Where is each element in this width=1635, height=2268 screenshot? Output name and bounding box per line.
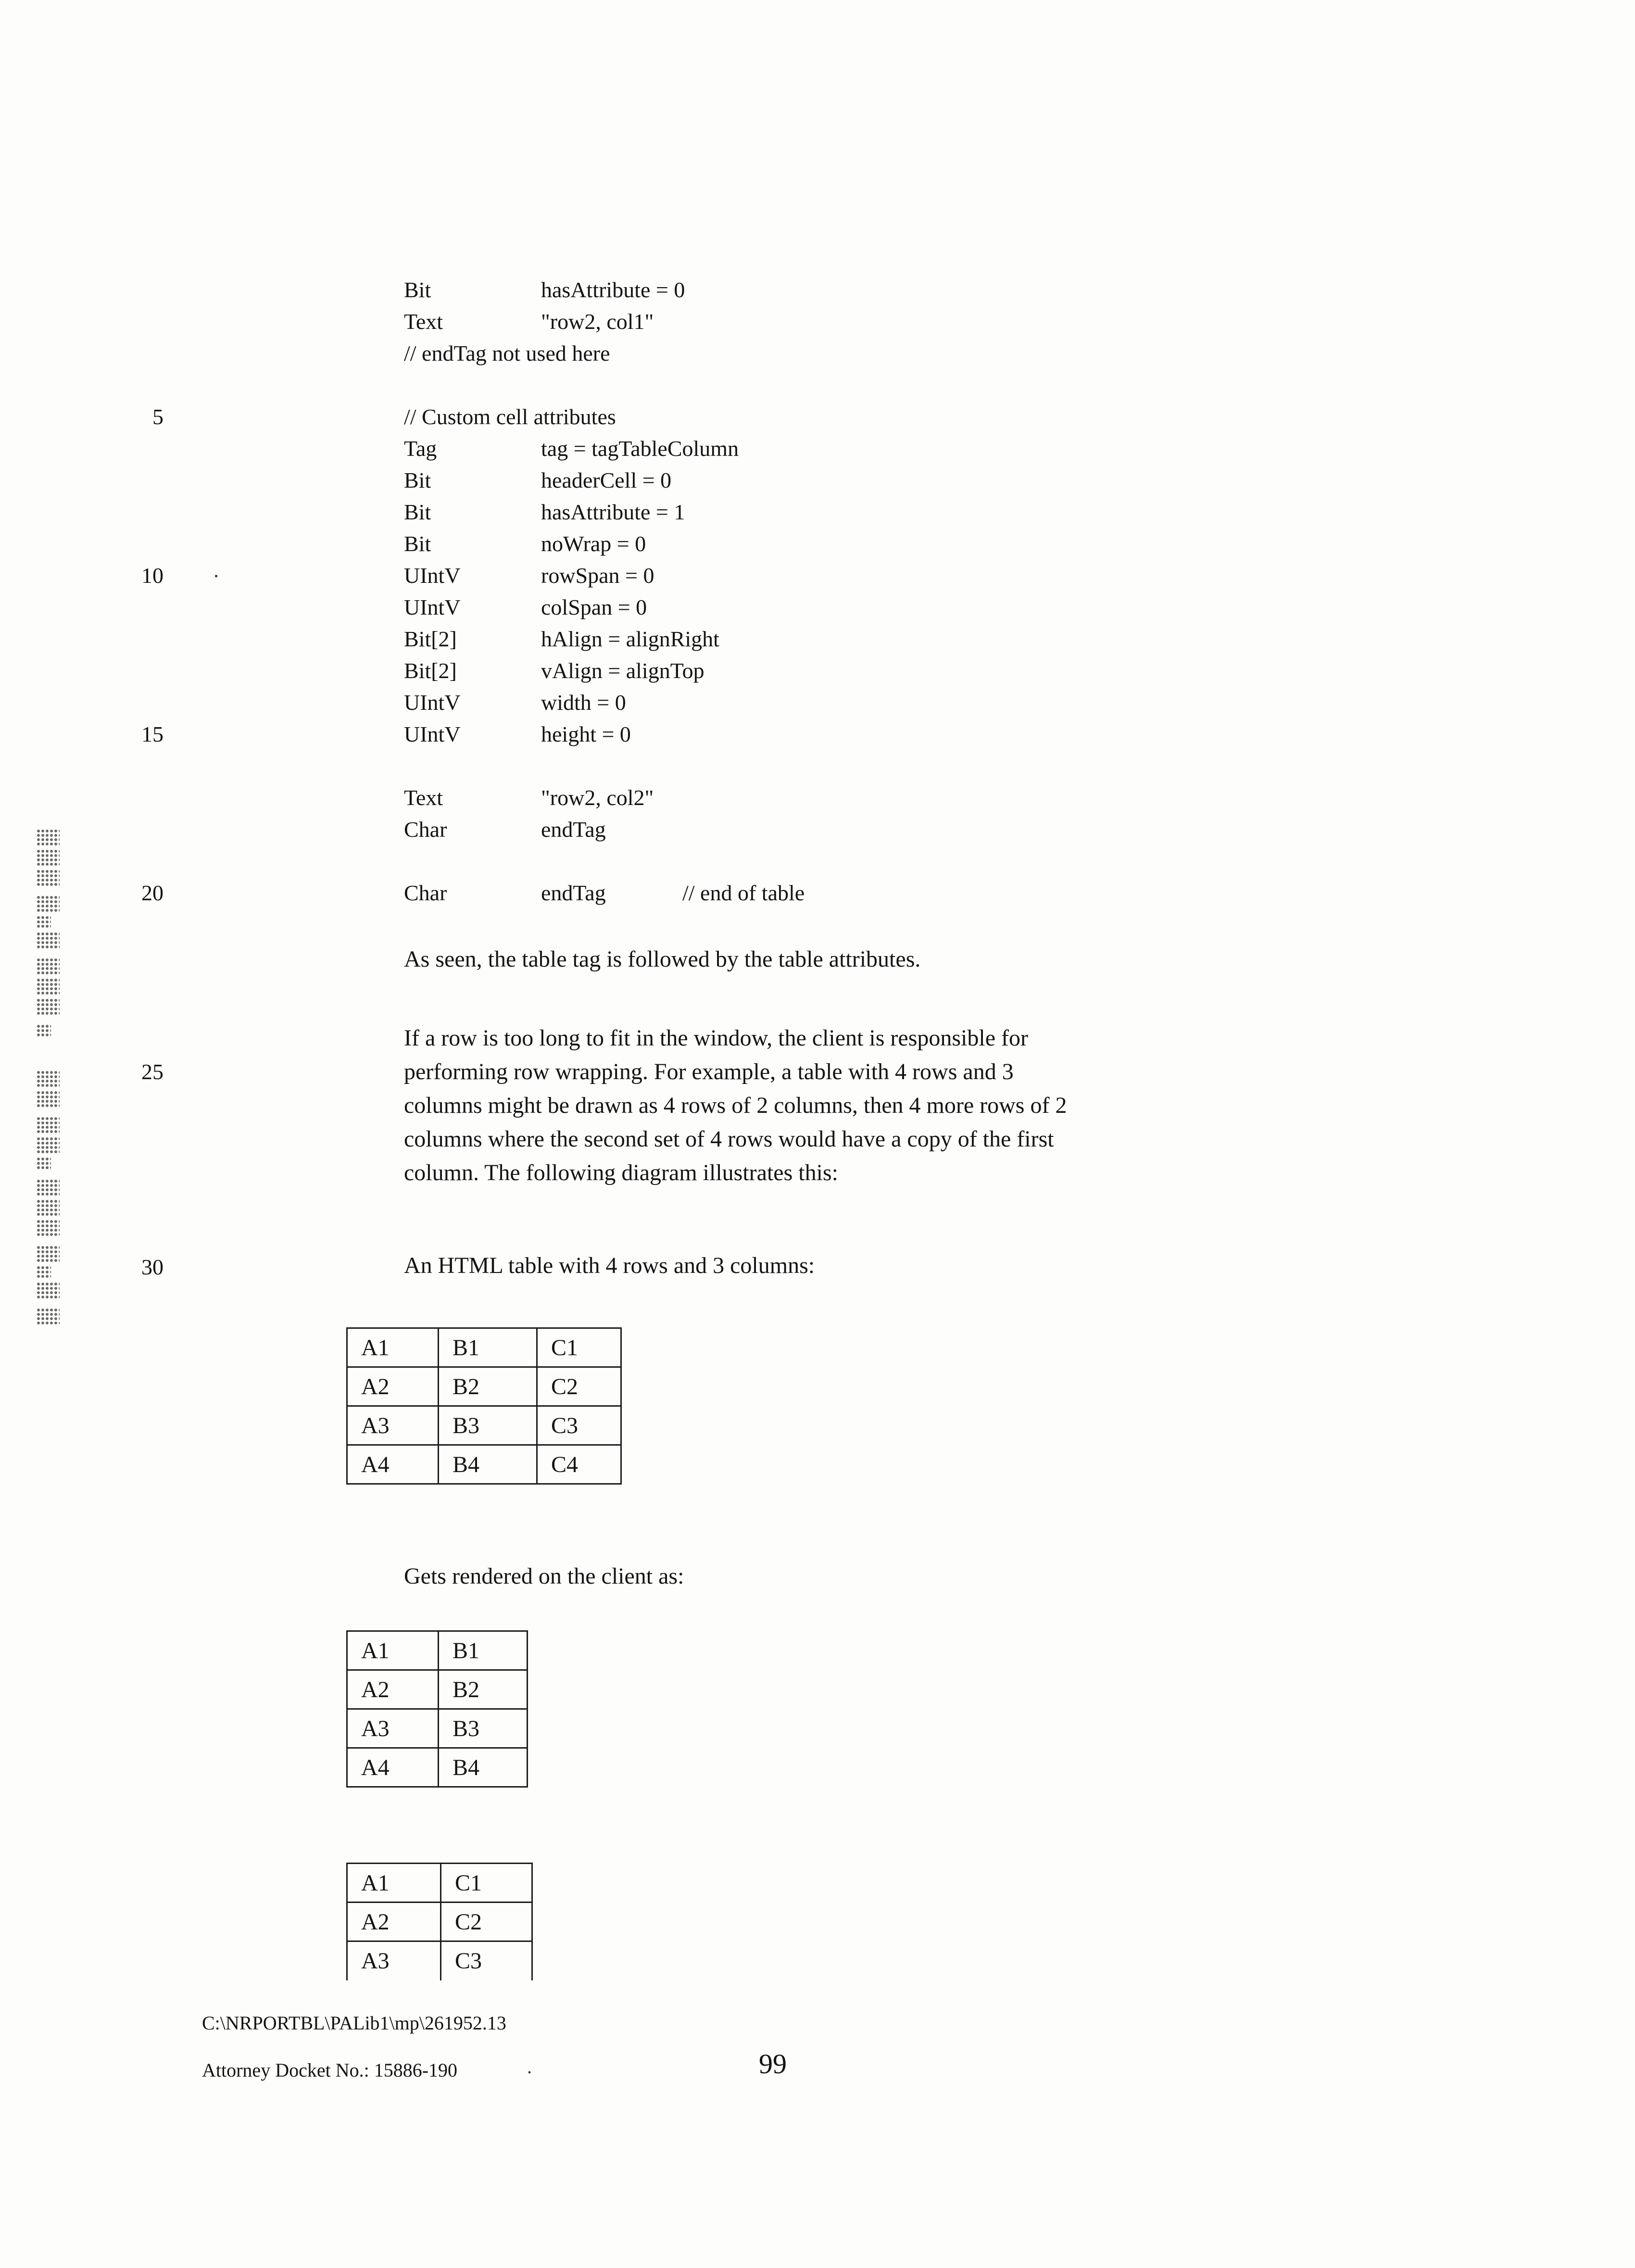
code-value: endTag bbox=[541, 881, 606, 905]
table-row bbox=[347, 1748, 528, 1787]
code-keyword: Bit bbox=[404, 468, 431, 492]
stamp-glyph bbox=[37, 869, 60, 886]
stamp-glyph bbox=[37, 1117, 60, 1133]
margin-line-number: 25 bbox=[141, 1059, 164, 1084]
table-cell: A3 bbox=[347, 1941, 441, 1980]
table-cell: B4 bbox=[439, 1445, 537, 1484]
table-cell: C3 bbox=[537, 1406, 621, 1445]
table-cell: A3 bbox=[347, 1709, 439, 1748]
stamp-glyph bbox=[37, 1137, 60, 1153]
stamp-glyph bbox=[37, 1091, 60, 1107]
table-row bbox=[347, 1367, 621, 1406]
table-cell: C2 bbox=[441, 1903, 532, 1941]
code-value: tag = tagTableColumn bbox=[541, 436, 739, 461]
rendered-table-second-split bbox=[346, 1863, 533, 1980]
code-keyword: Char bbox=[404, 817, 447, 842]
code-value: colSpan = 0 bbox=[541, 595, 647, 619]
code-line bbox=[404, 782, 805, 814]
code-blank-line bbox=[404, 750, 805, 782]
table-row bbox=[347, 1864, 532, 1903]
stamp-glyph bbox=[37, 895, 60, 912]
table-cell: A2 bbox=[347, 1903, 441, 1941]
table-row bbox=[347, 1903, 532, 1941]
stamp-glyph bbox=[37, 1157, 51, 1170]
code-value: height = 0 bbox=[541, 722, 631, 746]
code-line bbox=[404, 718, 805, 750]
margin-line-number: 20 bbox=[141, 881, 164, 905]
table-row bbox=[347, 1631, 528, 1670]
stamp-glyph bbox=[37, 978, 60, 995]
table1-caption: An HTML table with 4 rows and 3 columns: bbox=[404, 1253, 815, 1278]
paragraph-row-wrapping bbox=[404, 1021, 1067, 1190]
code-keyword: Bit[2] bbox=[404, 658, 457, 683]
code-keyword: UIntV bbox=[404, 595, 461, 619]
code-keyword: Bit bbox=[404, 531, 431, 556]
table-cell: C4 bbox=[537, 1445, 621, 1484]
table2-caption: Gets rendered on the client as: bbox=[404, 1563, 684, 1589]
stamp-glyph bbox=[37, 958, 60, 974]
code-keyword: Tag bbox=[404, 436, 437, 461]
code-keyword: Bit bbox=[404, 277, 431, 302]
code-line bbox=[404, 465, 805, 496]
paragraph-line: performing row wrapping. For example, a table with 4 rows and 3 bbox=[404, 1059, 1014, 1084]
code-value: "row2, col1" bbox=[541, 309, 654, 334]
code-line bbox=[404, 433, 805, 465]
code-keyword: UIntV bbox=[404, 722, 461, 746]
stamp-glyph bbox=[37, 1071, 60, 1087]
code-line bbox=[404, 655, 805, 687]
paragraph-line: column. The following diagram illustrates this: bbox=[404, 1160, 838, 1185]
code-line bbox=[404, 401, 805, 433]
table3-body bbox=[347, 1864, 532, 1980]
stamp-glyph bbox=[37, 998, 60, 1015]
code-keyword: UIntV bbox=[404, 690, 461, 715]
table-cell: C1 bbox=[441, 1864, 532, 1903]
paragraph-line: columns might be drawn as 4 rows of 2 columns, then 4 more rows of 2 bbox=[404, 1093, 1067, 1118]
paragraph-line: If a row is too long to fit in the window, the client is responsible for bbox=[404, 1025, 1028, 1051]
code-value: headerCell = 0 bbox=[541, 468, 672, 492]
table-row bbox=[347, 1445, 621, 1484]
table-cell: A1 bbox=[347, 1864, 441, 1903]
table2-body bbox=[347, 1631, 528, 1787]
code-value: rowSpan = 0 bbox=[541, 563, 654, 588]
page-number: 99 bbox=[759, 2048, 787, 2079]
code-line bbox=[404, 687, 805, 718]
code-value: vAlign = alignTop bbox=[541, 658, 704, 683]
table-row bbox=[347, 1709, 528, 1748]
code-listing bbox=[404, 274, 805, 909]
footer-file-path: C:\NRPORTBL\PALib1\mp\261952.13 bbox=[202, 2012, 506, 2034]
table-cell: B3 bbox=[439, 1406, 537, 1445]
code-comment: // end of table bbox=[682, 881, 805, 905]
code-keyword: Bit bbox=[404, 500, 431, 524]
stamp-glyph bbox=[37, 829, 60, 845]
table-cell: B4 bbox=[439, 1748, 528, 1787]
table-cell: A2 bbox=[347, 1367, 439, 1406]
stamp-glyph bbox=[37, 849, 60, 866]
code-line bbox=[404, 560, 805, 592]
stamp-glyph bbox=[37, 1282, 60, 1298]
dot-matrix-stamp bbox=[37, 829, 75, 1328]
code-blank-line bbox=[404, 369, 805, 401]
paragraph-line: columns where the second set of 4 rows would have a copy of the first bbox=[404, 1126, 1054, 1152]
stamp-glyph bbox=[37, 916, 51, 928]
rendered-table-first-split bbox=[346, 1630, 528, 1788]
stamp-glyph bbox=[37, 1246, 60, 1262]
table-cell: B2 bbox=[439, 1670, 528, 1709]
code-value: width = 0 bbox=[541, 690, 626, 715]
table1-body bbox=[347, 1328, 621, 1484]
code-keyword: UIntV bbox=[404, 563, 461, 588]
stamp-glyph bbox=[37, 932, 60, 948]
code-value: noWrap = 0 bbox=[541, 531, 646, 556]
code-line bbox=[404, 496, 805, 528]
table-cell: B1 bbox=[439, 1328, 537, 1367]
code-comment: // Custom cell attributes bbox=[404, 404, 616, 429]
margin-line-number: 10 bbox=[141, 563, 164, 588]
margin-line-number: 30 bbox=[141, 1255, 164, 1279]
code-line bbox=[404, 274, 805, 306]
code-line bbox=[404, 306, 805, 338]
table-cell: B3 bbox=[439, 1709, 528, 1748]
table-cell: A1 bbox=[347, 1328, 439, 1367]
code-value: endTag bbox=[541, 817, 606, 842]
code-comment: // endTag not used here bbox=[404, 341, 610, 365]
code-keyword: Text bbox=[404, 785, 443, 810]
code-line bbox=[404, 623, 805, 655]
stray-mark: . bbox=[214, 558, 219, 582]
table-row bbox=[347, 1670, 528, 1709]
code-keyword: Bit[2] bbox=[404, 627, 457, 651]
margin-line-number: 15 bbox=[141, 722, 164, 746]
table-row bbox=[347, 1406, 621, 1445]
stamp-glyph bbox=[37, 1220, 60, 1236]
table-cell: A1 bbox=[347, 1631, 439, 1670]
html-table-4rows-3cols bbox=[346, 1327, 622, 1485]
table-cell: A4 bbox=[347, 1445, 439, 1484]
margin-line-number: 5 bbox=[152, 404, 164, 429]
code-keyword: Char bbox=[404, 881, 447, 905]
stamp-glyph bbox=[37, 1266, 51, 1278]
stray-mark: . bbox=[527, 2056, 532, 2078]
code-line bbox=[404, 592, 805, 623]
code-value: hasAttribute = 1 bbox=[541, 500, 685, 524]
code-blank-line bbox=[404, 845, 805, 877]
table-cell: B1 bbox=[439, 1631, 528, 1670]
table-cell: C1 bbox=[537, 1328, 621, 1367]
table-cell: B2 bbox=[439, 1367, 537, 1406]
stamp-glyph bbox=[37, 1024, 51, 1037]
table-cell: C2 bbox=[537, 1367, 621, 1406]
code-line bbox=[404, 338, 805, 369]
stamp-glyph bbox=[37, 1179, 60, 1196]
stamp-glyph bbox=[37, 1308, 60, 1324]
code-line bbox=[404, 814, 805, 845]
stamp-glyph bbox=[37, 1199, 60, 1216]
code-value: "row2, col2" bbox=[541, 785, 654, 810]
code-line bbox=[404, 528, 805, 560]
code-value: hAlign = alignRight bbox=[541, 627, 719, 651]
table-row bbox=[347, 1328, 621, 1367]
table-row bbox=[347, 1941, 532, 1980]
table-cell: A2 bbox=[347, 1670, 439, 1709]
code-value: hasAttribute = 0 bbox=[541, 277, 685, 302]
paragraph-table-attributes: As seen, the table tag is followed by the table attributes. bbox=[404, 946, 921, 972]
code-line bbox=[404, 877, 805, 909]
table-cell: A4 bbox=[347, 1748, 439, 1787]
code-keyword: Text bbox=[404, 309, 443, 334]
table-cell: C3 bbox=[441, 1941, 532, 1980]
table-cell: A3 bbox=[347, 1406, 439, 1445]
footer-docket-number: Attorney Docket No.: 15886-190 bbox=[202, 2059, 458, 2081]
